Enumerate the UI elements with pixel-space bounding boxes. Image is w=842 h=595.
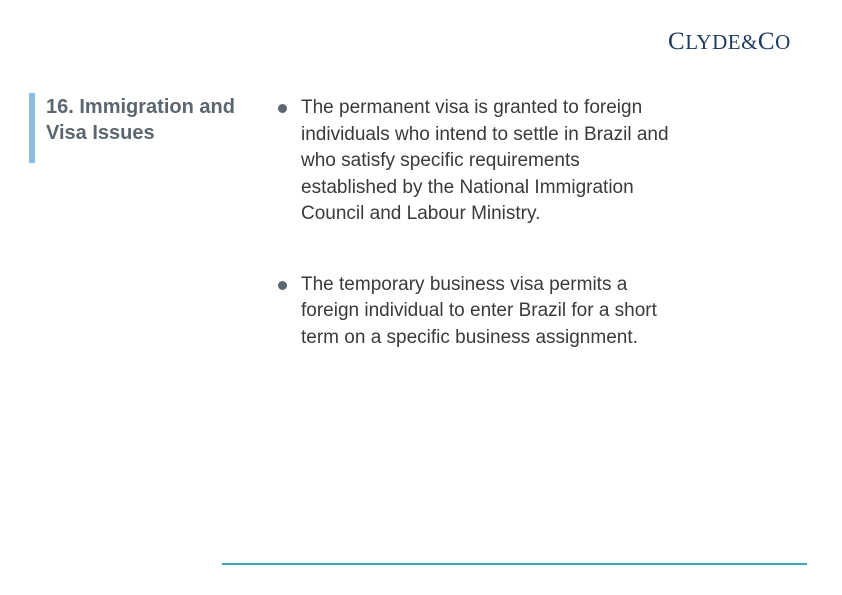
bullet-text: The temporary business visa permits a foreign individual to enter Brazil for a short term on a specific business assignment. (301, 273, 657, 348)
company-logo: CLYDE&CO (668, 28, 791, 55)
bullet-dot-icon (278, 281, 287, 290)
bullet-item (278, 272, 678, 352)
section-title: 16. Immigration and Visa Issues (46, 96, 235, 144)
bullet-dot-icon (278, 104, 287, 113)
bullet-text: The permanent visa is granted to foreign individuals who intend to settle in Brazil and who satisfy specific requirements established by the National Immigration Council and Labour Ministry. (301, 97, 669, 224)
bullet-list (278, 95, 678, 395)
bullet-item (278, 95, 678, 228)
footer-divider (222, 563, 807, 565)
section-accent-bar (29, 93, 35, 163)
